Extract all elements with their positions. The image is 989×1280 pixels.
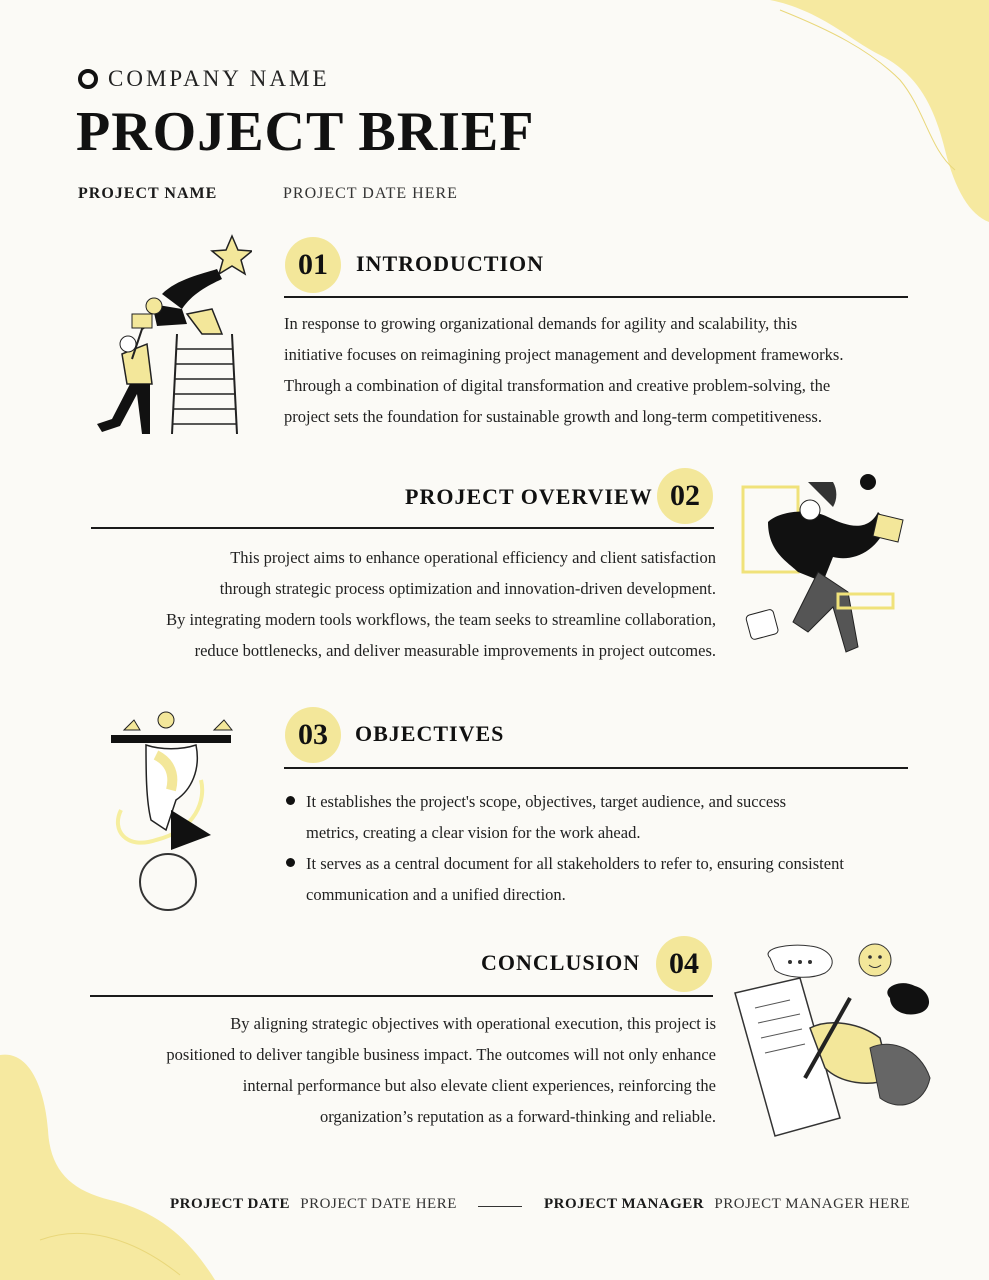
section-04-divider (90, 995, 713, 997)
section-04-line: By aligning strategic objectives with operational execution, this project is (230, 1014, 716, 1033)
section-02-line: This project aims to enhance operational efficiency and client satisfaction (230, 548, 716, 567)
section-04-line: internal performance but also elevate client experiences, reinforcing the (242, 1076, 716, 1095)
section-01-title: INTRODUCTION (356, 251, 545, 276)
page-title: PROJECT BRIEF (76, 101, 535, 163)
project-date-value: PROJECT DATE HERE (283, 185, 458, 202)
footer-project-manager (544, 1196, 910, 1213)
section-01-divider (284, 296, 908, 298)
objectives-list (284, 786, 904, 910)
footer-date-label: PROJECT DATE (170, 1196, 291, 1212)
footer-divider (478, 1206, 522, 1207)
footer-manager-value: PROJECT MANAGER HERE (714, 1196, 910, 1212)
bullet-line: metrics, creating a clear vision for the work ahead. (306, 823, 641, 842)
section-04-line: organization’s reputation as a forward-thinking and reliable. (319, 1107, 716, 1126)
company-row (78, 66, 330, 92)
section-04-body (90, 1008, 716, 1132)
writing-hand-illustration (730, 938, 935, 1143)
footer-date-value: PROJECT DATE HERE (300, 1196, 457, 1212)
footer-project-date (170, 1196, 457, 1213)
section-02-divider (91, 527, 714, 529)
section-04-number: 04 (656, 936, 712, 992)
section-02-line: reduce bottlenecks, and deliver measurable improvements in project outcomes. (194, 641, 716, 660)
list-item (284, 786, 904, 848)
footer-manager-label: PROJECT MANAGER (544, 1196, 705, 1212)
section-02-title: PROJECT OVERVIEW (405, 484, 653, 509)
section-01-line: In response to growing organizational demands for agility and scalability, this (284, 314, 798, 333)
company-name: COMPANY NAME (108, 66, 330, 91)
list-item (284, 848, 904, 910)
section-02-line: through strategic process optimization and innovation-driven development. (219, 579, 716, 598)
section-02-number: 02 (657, 468, 713, 524)
section-04-line: positioned to deliver tangible business impact. The outcomes will not only enhance (166, 1045, 716, 1064)
section-04-title: CONCLUSION (481, 950, 641, 975)
section-02-line: By integrating modern tools workflows, the team seeks to streamline collaboration, (166, 610, 716, 629)
bullet-icon (284, 786, 306, 848)
balancing-person-illustration (106, 710, 238, 915)
section-03-divider (284, 767, 908, 769)
section-03-title: OBJECTIVES (355, 721, 505, 746)
section-02-body (91, 542, 716, 666)
bullet-line: It establishes the project's scope, objectives, target audience, and success (306, 792, 787, 811)
section-01-line: Through a combination of digital transformation and creative problem-solving, the (284, 376, 831, 395)
company-logo-icon (78, 69, 98, 89)
bullet-icon (284, 848, 306, 910)
section-01-line: project sets the foundation for sustainable growth and long-term competitiveness. (284, 407, 822, 426)
section-01-line: initiative focuses on reimagining project management and development frameworks. (284, 345, 844, 364)
project-name-label: PROJECT NAME (78, 185, 218, 202)
section-01-body (284, 308, 908, 432)
ladder-star-illustration (92, 234, 252, 440)
bullet-line: It serves as a central document for all stakeholders to refer to, ensuring consistent (306, 854, 844, 873)
section-03-number: 03 (285, 707, 341, 763)
section-01-number: 01 (285, 237, 341, 293)
juggling-person-illustration (738, 472, 913, 677)
top-right-blob (760, 0, 989, 230)
bullet-line: communication and a unified direction. (306, 885, 566, 904)
